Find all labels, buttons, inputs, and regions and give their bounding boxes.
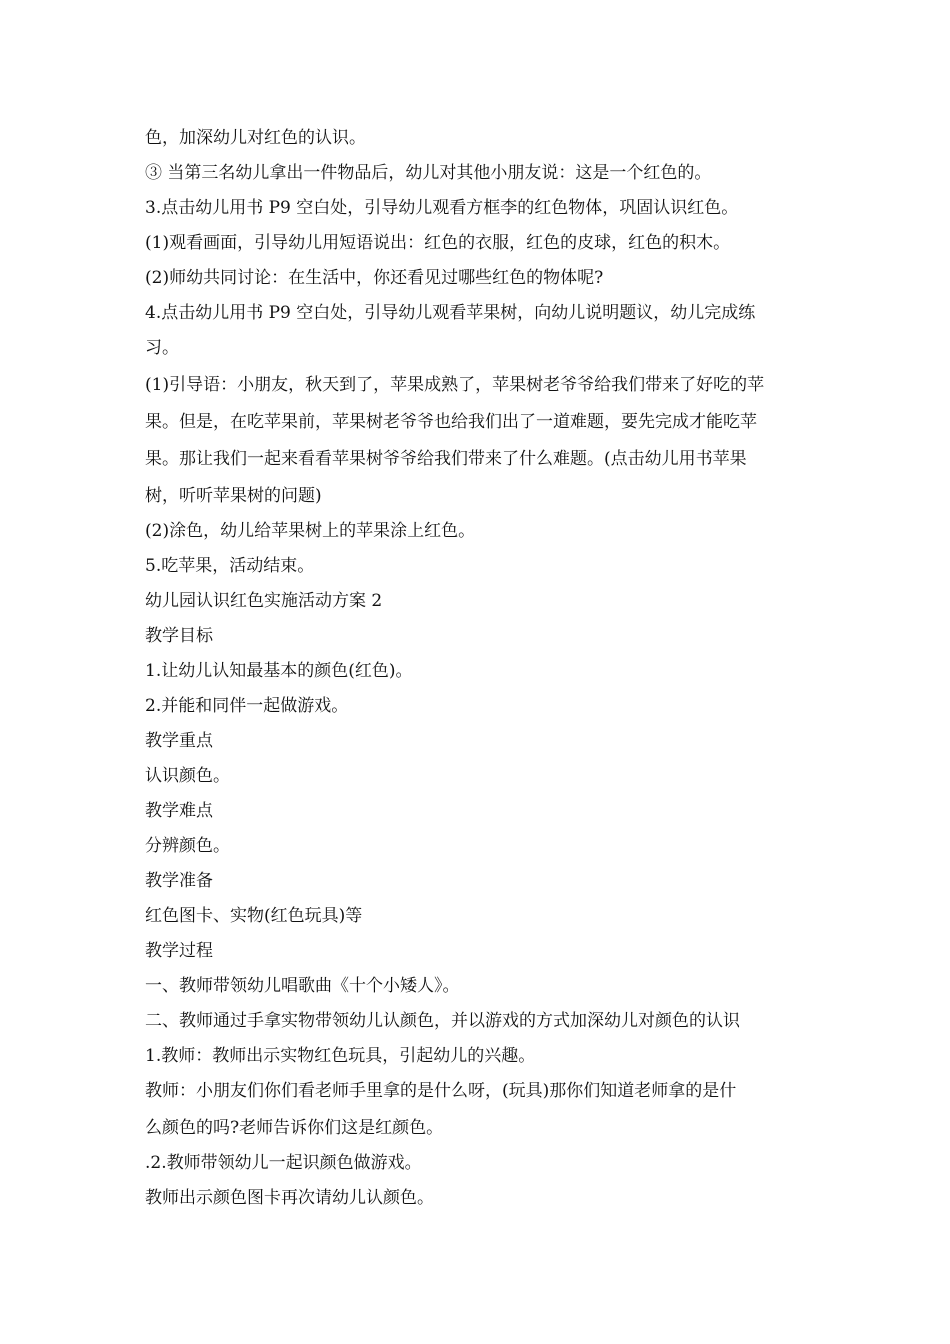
text-line: 4.点击幼儿用书 P9 空白处，引导幼儿观看苹果树，向幼儿说明题议，幼儿完成练 (145, 303, 756, 323)
text-line: 红色图卡、实物(红色玩具)等 (145, 906, 363, 926)
text-line: (2)涂色，幼儿给苹果树上的苹果涂上红色。 (145, 521, 476, 541)
text-line: (2)师幼共同讨论：在生活中，你还看见过哪些红色的物体呢? (145, 268, 604, 288)
section-heading: 教学准备 (145, 871, 213, 891)
text-line: 色，加深幼儿对红色的认识。 (145, 128, 366, 148)
text-line: 二、教师通过手拿实物带领幼儿认颜色，并以游戏的方式加深幼儿对颜色的认识 (145, 1011, 740, 1031)
text-line: 2.并能和同伴一起做游戏。 (145, 696, 349, 716)
text-line: 教师：小朋友们你们看老师手里拿的是什么呀，(玩具)那你们知道老师拿的是什 (145, 1081, 737, 1101)
text-line: 分辨颜色。 (145, 836, 230, 856)
text-line: 教师出示颜色图卡再次请幼儿认颜色。 (145, 1188, 434, 1208)
section-heading: 教学难点 (145, 801, 213, 821)
text-line: (1)引导语：小朋友，秋天到了，苹果成熟了，苹果树老爷爷给我们带来了好吃的苹 (145, 375, 765, 395)
text-line: 么颜色的吗?老师告诉你们这是红颜色。 (145, 1118, 444, 1138)
section-heading: 教学重点 (145, 731, 213, 751)
section-heading: 教学过程 (145, 941, 213, 961)
text-line: ③ 当第三名幼儿拿出一件物品后，幼儿对其他小朋友说：这是一个红色的。 (145, 163, 712, 183)
text-line: 5.吃苹果，活动结束。 (145, 556, 315, 576)
text-line: 习。 (145, 338, 179, 358)
text-line: 3.点击幼儿用书 P9 空白处，引导幼儿观看方框李的红色物体，巩固认识红色。 (145, 198, 739, 218)
section-title: 幼儿园认识红色实施活动方案 2 (145, 591, 383, 611)
text-line: 认识颜色。 (145, 766, 230, 786)
section-heading: 教学目标 (145, 626, 213, 646)
text-line: 果。但是，在吃苹果前，苹果树老爷爷也给我们出了一道难题，要先完成才能吃苹 (145, 412, 757, 432)
text-line: 果。那让我们一起来看看苹果树爷爷给我们带来了什么难题。(点击幼儿用书苹果 (145, 449, 747, 469)
text-line: 1.教师：教师出示实物红色玩具，引起幼儿的兴趣。 (145, 1046, 536, 1066)
text-line: .2.教师带领幼儿一起识颜色做游戏。 (145, 1153, 422, 1173)
text-line: 树，听听苹果树的问题) (145, 486, 322, 506)
text-line: 一、教师带领幼儿唱歌曲《十个小矮人》。 (145, 976, 460, 996)
text-line: 1.让幼儿认知最基本的颜色(红色)。 (145, 661, 413, 681)
text-line: (1)观看画面，引导幼儿用短语说出：红色的衣服，红色的皮球，红色的积木。 (145, 233, 731, 253)
